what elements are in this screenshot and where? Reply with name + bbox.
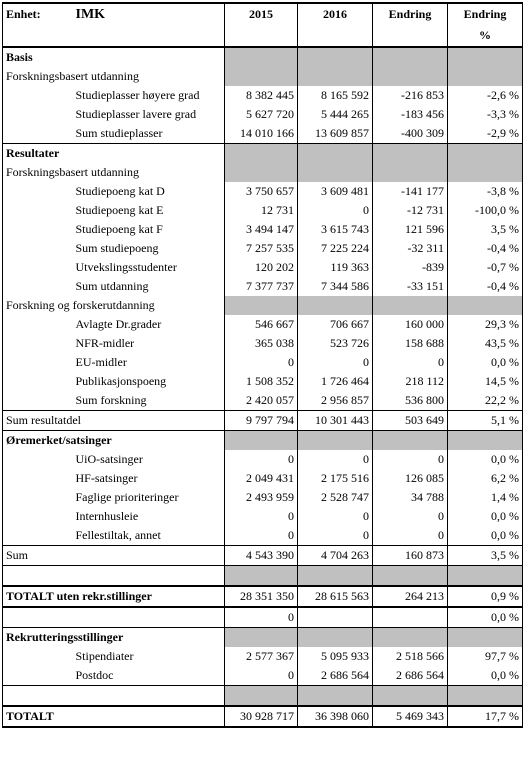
value-2015 bbox=[225, 296, 298, 315]
value-2015: 3 494 147 bbox=[225, 220, 298, 239]
table-row bbox=[3, 201, 523, 220]
value-2016 bbox=[298, 67, 373, 86]
value-change: 121 596 bbox=[373, 220, 448, 239]
value-change-pct bbox=[448, 296, 523, 315]
value-change: 160 873 bbox=[373, 546, 448, 566]
table-row bbox=[3, 647, 523, 666]
value-change-pct: 29,3 % bbox=[448, 315, 523, 334]
table-row bbox=[3, 526, 523, 546]
table-row bbox=[3, 507, 523, 526]
value-2015: 7 257 535 bbox=[225, 239, 298, 258]
value-change: 264 213 bbox=[373, 586, 448, 607]
value-2016: 13 609 857 bbox=[298, 124, 373, 144]
value-change-pct: 5,1 % bbox=[448, 411, 523, 431]
value-change: -141 177 bbox=[373, 182, 448, 201]
table-row bbox=[3, 607, 523, 628]
value-2015: 1 508 352 bbox=[225, 372, 298, 391]
value-2016: 2 686 564 bbox=[298, 666, 373, 686]
value-2016: 0 bbox=[298, 507, 373, 526]
value-2016 bbox=[298, 566, 373, 587]
value-change-pct: 22,2 % bbox=[448, 391, 523, 411]
value-change: 126 085 bbox=[373, 469, 448, 488]
value-2015 bbox=[225, 566, 298, 587]
table-row bbox=[3, 411, 523, 431]
header-row-2 bbox=[3, 25, 523, 47]
value-change: -183 456 bbox=[373, 105, 448, 124]
row-label: Forskningsbasert utdanning bbox=[3, 163, 225, 182]
section-row bbox=[3, 431, 523, 451]
value-change-pct: -3,3 % bbox=[448, 105, 523, 124]
value-change-pct: -0,4 % bbox=[448, 239, 523, 258]
value-2016 bbox=[298, 47, 373, 67]
value-2016 bbox=[298, 296, 373, 315]
value-2015: 2 577 367 bbox=[225, 647, 298, 666]
value-change-pct: 3,5 % bbox=[448, 546, 523, 566]
value-change-pct: 17,7 % bbox=[448, 706, 523, 727]
row-sublabel: Utvekslingsstudenter bbox=[73, 258, 225, 277]
row-label: Resultater bbox=[3, 144, 225, 164]
row-sublabel: Studiepoeng kat F bbox=[73, 220, 225, 239]
row-sublabel: Avlagte Dr.grader bbox=[73, 315, 225, 334]
value-change-pct bbox=[448, 686, 523, 707]
table-row bbox=[3, 277, 523, 296]
value-change-pct: 0,0 % bbox=[448, 666, 523, 686]
value-change-pct: 0,0 % bbox=[448, 507, 523, 526]
value-change: 2 518 566 bbox=[373, 647, 448, 666]
value-2016: 7 225 224 bbox=[298, 239, 373, 258]
value-2016: 5 444 265 bbox=[298, 105, 373, 124]
value-change: -400 309 bbox=[373, 124, 448, 144]
value-2016: 2 528 747 bbox=[298, 488, 373, 507]
value-2015: 0 bbox=[225, 507, 298, 526]
value-2016: 2 956 857 bbox=[298, 391, 373, 411]
row-sublabel: Fellestiltak, annet bbox=[73, 526, 225, 546]
value-change-pct: 97,7 % bbox=[448, 647, 523, 666]
value-change-pct: -0,4 % bbox=[448, 277, 523, 296]
table-row bbox=[3, 334, 523, 353]
col-header-pct-unit: % bbox=[448, 25, 523, 47]
value-2016: 706 667 bbox=[298, 315, 373, 334]
value-2016: 0 bbox=[298, 201, 373, 220]
value-change-pct: 3,5 % bbox=[448, 220, 523, 239]
row-label: Forskning og forskerutdanning bbox=[3, 296, 225, 315]
value-2016: 1 726 464 bbox=[298, 372, 373, 391]
col-header-change: Endring bbox=[373, 3, 448, 25]
row-sublabel: Sum utdanning bbox=[73, 277, 225, 296]
row-label: Sum bbox=[3, 546, 225, 566]
spacer-row bbox=[3, 566, 523, 587]
col-header-2015: 2015 bbox=[225, 3, 298, 25]
value-change: 0 bbox=[373, 507, 448, 526]
row-sublabel: Sum studiepoeng bbox=[73, 239, 225, 258]
value-2015: 2 420 057 bbox=[225, 391, 298, 411]
value-change bbox=[373, 566, 448, 587]
value-2015: 0 bbox=[225, 607, 298, 628]
value-change-pct: -2,9 % bbox=[448, 124, 523, 144]
table-row bbox=[3, 86, 523, 105]
group-row bbox=[3, 296, 523, 315]
value-2016: 523 726 bbox=[298, 334, 373, 353]
value-change-pct bbox=[448, 144, 523, 164]
table-row bbox=[3, 372, 523, 391]
row-sublabel: NFR-midler bbox=[73, 334, 225, 353]
value-change bbox=[373, 67, 448, 86]
value-2015: 28 351 350 bbox=[225, 586, 298, 607]
value-change-pct: -2,6 % bbox=[448, 86, 523, 105]
value-change-pct bbox=[448, 67, 523, 86]
value-2015 bbox=[225, 431, 298, 451]
value-2016: 3 609 481 bbox=[298, 182, 373, 201]
budget-table bbox=[2, 2, 523, 728]
value-change-pct: 0,0 % bbox=[448, 607, 523, 628]
row-label bbox=[3, 607, 225, 628]
value-2015: 2 049 431 bbox=[225, 469, 298, 488]
value-change-pct bbox=[448, 163, 523, 182]
value-2015: 30 928 717 bbox=[225, 706, 298, 727]
value-change-pct: 0,0 % bbox=[448, 353, 523, 372]
row-label: Sum resultatdel bbox=[3, 411, 225, 431]
value-change: 218 112 bbox=[373, 372, 448, 391]
value-2016 bbox=[298, 607, 373, 628]
value-2016: 0 bbox=[298, 353, 373, 372]
value-change-pct: 0,9 % bbox=[448, 586, 523, 607]
value-2015: 7 377 737 bbox=[225, 277, 298, 296]
table-row bbox=[3, 105, 523, 124]
value-2016: 7 344 586 bbox=[298, 277, 373, 296]
value-change-pct: -100,0 % bbox=[448, 201, 523, 220]
value-change-pct: -0,7 % bbox=[448, 258, 523, 277]
table-row bbox=[3, 488, 523, 507]
row-sublabel: Studieplasser høyere grad bbox=[73, 86, 225, 105]
value-2016: 2 175 516 bbox=[298, 469, 373, 488]
row-sublabel: EU-midler bbox=[73, 353, 225, 372]
value-change: 0 bbox=[373, 353, 448, 372]
table-row bbox=[3, 706, 523, 727]
value-change-pct bbox=[448, 566, 523, 587]
value-2015: 5 627 720 bbox=[225, 105, 298, 124]
row-label: TOTALT bbox=[3, 706, 225, 727]
value-change: 34 788 bbox=[373, 488, 448, 507]
value-2016: 5 095 933 bbox=[298, 647, 373, 666]
row-sublabel: Stipendiater bbox=[73, 647, 225, 666]
row-sublabel: HF-satsinger bbox=[73, 469, 225, 488]
value-2015: 9 797 794 bbox=[225, 411, 298, 431]
value-2016 bbox=[298, 431, 373, 451]
value-2016: 10 301 443 bbox=[298, 411, 373, 431]
table-row bbox=[3, 546, 523, 566]
value-2015 bbox=[225, 67, 298, 86]
value-change bbox=[373, 607, 448, 628]
table-row bbox=[3, 315, 523, 334]
value-2015: 365 038 bbox=[225, 334, 298, 353]
row-sublabel: Faglige prioriteringer bbox=[73, 488, 225, 507]
value-change-pct: 0,0 % bbox=[448, 526, 523, 546]
value-2016: 28 615 563 bbox=[298, 586, 373, 607]
value-change-pct: 43,5 % bbox=[448, 334, 523, 353]
value-change-pct: 0,0 % bbox=[448, 450, 523, 469]
row-label: Forskningsbasert utdanning bbox=[3, 67, 225, 86]
value-2016 bbox=[298, 686, 373, 707]
group-row bbox=[3, 67, 523, 86]
value-2015: 0 bbox=[225, 526, 298, 546]
table-row bbox=[3, 239, 523, 258]
value-2015: 0 bbox=[225, 353, 298, 372]
value-change: 158 688 bbox=[373, 334, 448, 353]
value-2016 bbox=[298, 628, 373, 648]
value-change: 503 649 bbox=[373, 411, 448, 431]
table-row bbox=[3, 182, 523, 201]
value-2016: 3 615 743 bbox=[298, 220, 373, 239]
value-change: 0 bbox=[373, 526, 448, 546]
value-change: -216 853 bbox=[373, 86, 448, 105]
table-row bbox=[3, 258, 523, 277]
value-2016: 4 704 263 bbox=[298, 546, 373, 566]
row-sublabel: Internhusleie bbox=[73, 507, 225, 526]
row-sublabel: Studieplasser lavere grad bbox=[73, 105, 225, 124]
budget-sheet bbox=[2, 2, 522, 728]
value-2015: 120 202 bbox=[225, 258, 298, 277]
value-2016: 119 363 bbox=[298, 258, 373, 277]
row-label: TOTALT uten rekr.stillinger bbox=[3, 586, 225, 607]
table-row bbox=[3, 586, 523, 607]
row-label bbox=[3, 686, 225, 707]
value-change-pct bbox=[448, 431, 523, 451]
value-2015 bbox=[225, 686, 298, 707]
value-2015: 3 750 657 bbox=[225, 182, 298, 201]
value-change bbox=[373, 296, 448, 315]
value-2015: 546 667 bbox=[225, 315, 298, 334]
value-change-pct bbox=[448, 47, 523, 67]
value-2015: 12 731 bbox=[225, 201, 298, 220]
value-change-pct: 14,5 % bbox=[448, 372, 523, 391]
value-change bbox=[373, 628, 448, 648]
value-change-pct: 1,4 % bbox=[448, 488, 523, 507]
value-change: 536 800 bbox=[373, 391, 448, 411]
value-change: 0 bbox=[373, 450, 448, 469]
col-header-2016: 2016 bbox=[298, 3, 373, 25]
unit-label: Enhet: bbox=[3, 3, 73, 25]
value-2015: 0 bbox=[225, 450, 298, 469]
value-2016: 36 398 060 bbox=[298, 706, 373, 727]
section-row bbox=[3, 628, 523, 648]
value-change: -839 bbox=[373, 258, 448, 277]
row-label bbox=[3, 566, 225, 587]
value-2015: 2 493 959 bbox=[225, 488, 298, 507]
row-sublabel: Sum forskning bbox=[73, 391, 225, 411]
value-change: -33 151 bbox=[373, 277, 448, 296]
row-sublabel: Studiepoeng kat E bbox=[73, 201, 225, 220]
table-row bbox=[3, 469, 523, 488]
section-row bbox=[3, 144, 523, 164]
table-row bbox=[3, 666, 523, 686]
table-row bbox=[3, 450, 523, 469]
value-2015: 14 010 166 bbox=[225, 124, 298, 144]
table-row bbox=[3, 220, 523, 239]
value-change bbox=[373, 47, 448, 67]
value-change: -12 731 bbox=[373, 201, 448, 220]
value-change bbox=[373, 686, 448, 707]
row-sublabel: Postdoc bbox=[73, 666, 225, 686]
row-sublabel: Studiepoeng kat D bbox=[73, 182, 225, 201]
value-2015 bbox=[225, 144, 298, 164]
value-2016: 8 165 592 bbox=[298, 86, 373, 105]
header-row bbox=[3, 3, 523, 25]
group-row bbox=[3, 163, 523, 182]
value-change bbox=[373, 163, 448, 182]
value-2016 bbox=[298, 163, 373, 182]
unit-value: IMK bbox=[73, 3, 225, 25]
value-change-pct: 6,2 % bbox=[448, 469, 523, 488]
value-change: 2 686 564 bbox=[373, 666, 448, 686]
value-2015 bbox=[225, 628, 298, 648]
table-row bbox=[3, 353, 523, 372]
value-2015: 0 bbox=[225, 666, 298, 686]
row-label: Basis bbox=[3, 47, 225, 67]
section-row bbox=[3, 47, 523, 67]
value-change: -32 311 bbox=[373, 239, 448, 258]
col-header-change-pct: Endring bbox=[448, 3, 523, 25]
row-sublabel: Publikasjonspoeng bbox=[73, 372, 225, 391]
value-change: 160 000 bbox=[373, 315, 448, 334]
value-2015: 4 543 390 bbox=[225, 546, 298, 566]
value-change-pct: -3,8 % bbox=[448, 182, 523, 201]
row-sublabel: Sum studieplasser bbox=[73, 124, 225, 144]
table-row bbox=[3, 391, 523, 411]
value-2015 bbox=[225, 163, 298, 182]
value-2015 bbox=[225, 47, 298, 67]
value-change bbox=[373, 144, 448, 164]
spacer-row bbox=[3, 686, 523, 707]
value-change: 5 469 343 bbox=[373, 706, 448, 727]
value-2016: 0 bbox=[298, 526, 373, 546]
value-2015: 8 382 445 bbox=[225, 86, 298, 105]
row-label: Rekrutteringsstillinger bbox=[3, 628, 225, 648]
value-2016: 0 bbox=[298, 450, 373, 469]
row-label: Øremerket/satsinger bbox=[3, 431, 225, 451]
row-sublabel: UiO-satsinger bbox=[73, 450, 225, 469]
value-change-pct bbox=[448, 628, 523, 648]
value-2016 bbox=[298, 144, 373, 164]
value-change bbox=[373, 431, 448, 451]
table-row bbox=[3, 124, 523, 144]
